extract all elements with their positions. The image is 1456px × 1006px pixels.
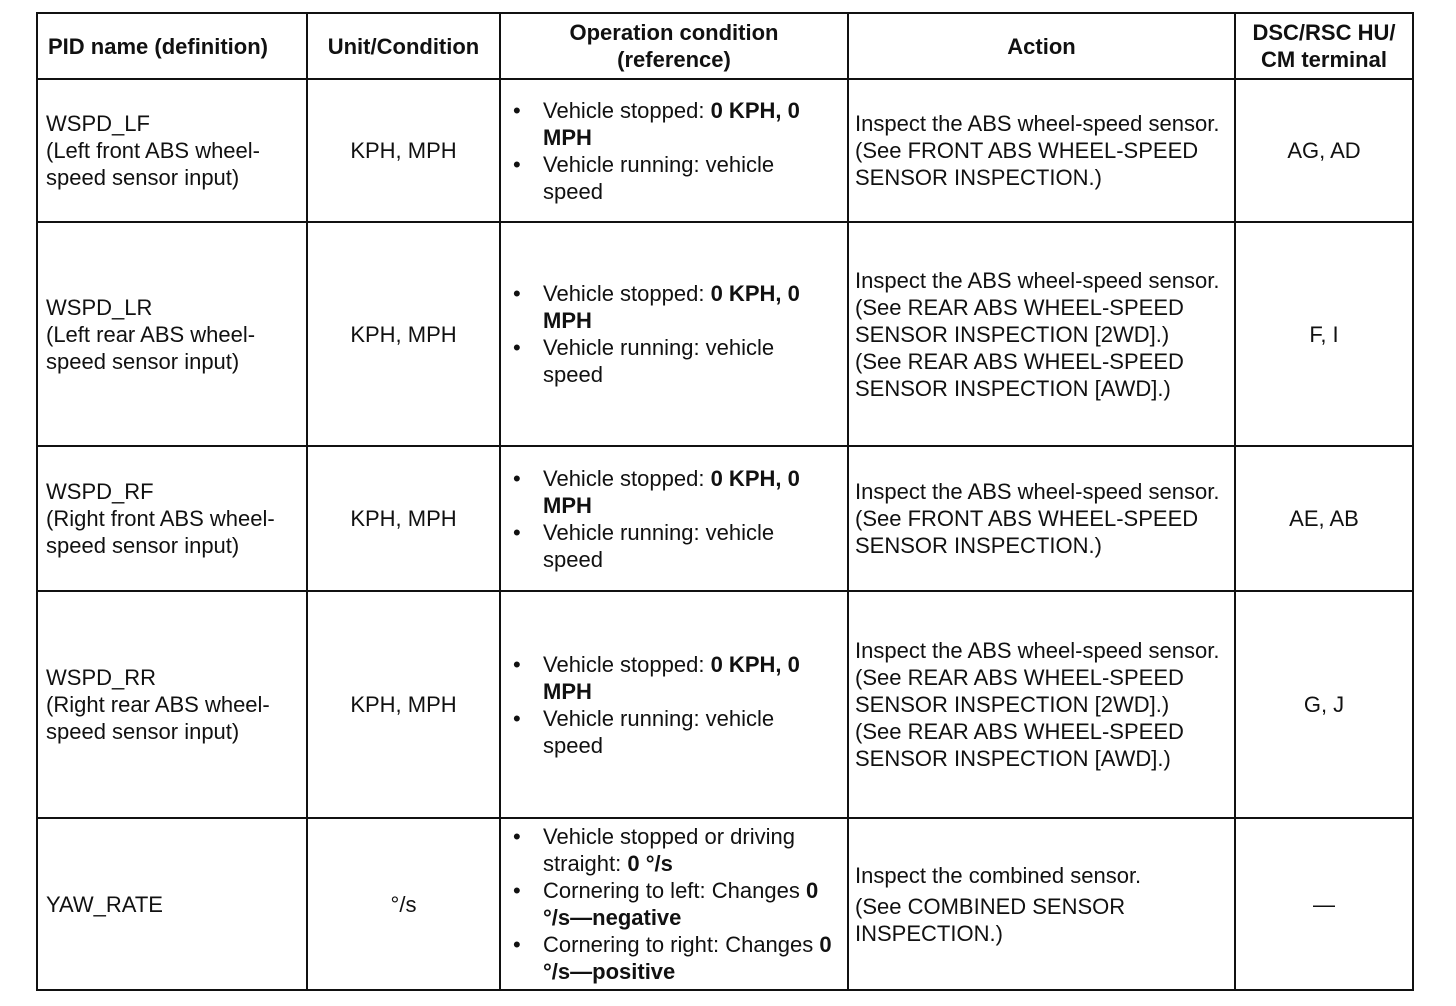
action-reference: (See REAR ABS WHEEL-SPEED SENSOR INSPECTION [AWD].): [855, 348, 1184, 401]
header-pid: PID name (definition): [37, 13, 307, 79]
condition-cell: [500, 818, 848, 990]
pid-name: YAW_RATE: [46, 891, 163, 917]
action-reference: (See FRONT ABS WHEEL-SPEED SENSOR INSPECTION.): [855, 138, 1199, 190]
condition-list: [509, 651, 839, 759]
pid-definition: (Right front ABS wheel-: [46, 506, 275, 531]
pid-name-cell: [37, 818, 307, 990]
condition-list: [509, 280, 839, 388]
condition-item: [543, 651, 839, 705]
action-instruction: Inspect the combined sensor.: [855, 862, 1142, 888]
condition-text: Cornering to right: Changes: [543, 932, 820, 957]
condition-text: Vehicle stopped:: [543, 97, 711, 123]
condition-text: Vehicle running: vehicle speed: [543, 151, 775, 204]
condition-text: Vehicle stopped:: [543, 651, 711, 677]
terminal-cell: AE, AB: [1235, 446, 1413, 591]
pid-definition: speed sensor input): [46, 165, 240, 190]
condition-text: Vehicle running: vehicle speed: [543, 335, 775, 387]
condition-value: 0 KPH, 0 MPH: [543, 97, 800, 150]
action-cell: [848, 818, 1235, 990]
condition-cell: [500, 222, 848, 446]
pid-name-cell: [37, 446, 307, 591]
action-instruction: Inspect the ABS wheel-speed sensor.: [855, 111, 1220, 136]
pid-name: WSPD_LF: [46, 111, 150, 136]
condition-item: [543, 705, 839, 759]
condition-item: [543, 519, 839, 573]
table-row: [37, 222, 1413, 446]
pid-definition: speed sensor input): [46, 348, 240, 374]
table-row: [37, 79, 1413, 222]
header-condition-line1: Operation condition: [569, 20, 779, 45]
terminal-cell: F, I: [1235, 222, 1413, 446]
header-condition: [500, 13, 848, 79]
action-reference: (See REAR ABS WHEEL-SPEED SENSOR INSPECTION [2WD].): [855, 294, 1184, 347]
pid-name: WSPD_LR: [46, 294, 153, 320]
pid-name-cell: [37, 79, 307, 222]
action-instruction: Inspect the ABS wheel-speed sensor.: [855, 267, 1220, 293]
header-terminal-line1: DSC/RSC HU/: [1252, 20, 1396, 45]
table-row: [37, 818, 1413, 990]
condition-cell: [500, 79, 848, 222]
action-instruction: Inspect the ABS wheel-speed sensor.: [855, 638, 1220, 663]
condition-item: [543, 465, 839, 519]
action-cell: [848, 446, 1235, 591]
condition-list: [509, 97, 839, 205]
condition-value: 0 °/s: [627, 851, 673, 876]
condition-list: [509, 465, 839, 573]
pid-definition: (Right rear ABS wheel-: [46, 692, 270, 717]
pid-definition: speed sensor input): [46, 719, 240, 744]
pid-definition: speed sensor input): [46, 533, 240, 558]
pid-name: WSPD_RF: [46, 479, 154, 504]
terminal-cell: AG, AD: [1235, 79, 1413, 222]
terminal-cell: —: [1235, 818, 1413, 990]
terminal-cell: G, J: [1235, 591, 1413, 818]
action-reference: (See FRONT ABS WHEEL-SPEED SENSOR INSPECTION.): [855, 506, 1199, 558]
action-cell: [848, 79, 1235, 222]
condition-text: Vehicle stopped or driving straight:: [543, 824, 795, 876]
condition-item: [543, 151, 839, 205]
header-terminal: [1235, 13, 1413, 79]
unit-cell: KPH, MPH: [307, 591, 500, 818]
action-cell: [848, 222, 1235, 446]
action-reference: (See REAR ABS WHEEL-SPEED SENSOR INSPECTION [2WD].): [855, 665, 1184, 717]
condition-item: [543, 334, 839, 388]
condition-item: [543, 931, 839, 985]
pid-definition: (Left front ABS wheel-: [46, 138, 260, 163]
unit-cell: KPH, MPH: [307, 79, 500, 222]
header-unit: Unit/Condition: [307, 13, 500, 79]
condition-value: 0 KPH, 0 MPH: [543, 465, 800, 518]
action-instruction: Inspect the ABS wheel-speed sensor.: [855, 479, 1220, 504]
condition-cell: [500, 591, 848, 818]
unit-cell: KPH, MPH: [307, 222, 500, 446]
unit-cell: °/s: [307, 818, 500, 990]
pid-name-cell: [37, 222, 307, 446]
action-reference: (See COMBINED SENSOR INSPECTION.): [855, 893, 1126, 946]
condition-item: [543, 823, 839, 877]
condition-value: 0 KPH, 0 MPH: [543, 651, 800, 704]
condition-value: 0 °/s—negative: [543, 878, 819, 930]
condition-value: 0 KPH, 0 MPH: [543, 281, 800, 333]
condition-text: Vehicle running: vehicle speed: [543, 705, 775, 758]
condition-item: [543, 280, 839, 334]
condition-text: Cornering to left: Changes: [543, 878, 806, 903]
table-row: [37, 446, 1413, 591]
pid-name: WSPD_RR: [46, 665, 157, 690]
condition-text: Vehicle stopped:: [543, 281, 711, 306]
pid-definition: (Left rear ABS wheel-: [46, 321, 256, 347]
action-reference: (See REAR ABS WHEEL-SPEED SENSOR INSPECTION [AWD].): [855, 719, 1184, 771]
pid-table: [36, 12, 1414, 991]
condition-text: Vehicle running: vehicle speed: [543, 519, 775, 572]
table-row: [37, 591, 1413, 818]
header-row: [37, 13, 1413, 79]
condition-item: [543, 877, 839, 931]
header-terminal-line2: CM terminal: [1261, 47, 1387, 72]
pid-name-cell: [37, 591, 307, 818]
header-condition-line2: (reference): [617, 47, 731, 72]
action-cell: [848, 591, 1235, 818]
condition-item: [543, 97, 839, 151]
condition-list: [509, 823, 839, 985]
condition-cell: [500, 446, 848, 591]
header-action: Action: [848, 13, 1235, 79]
unit-cell: KPH, MPH: [307, 446, 500, 591]
condition-value: 0 °/s—positive: [543, 932, 832, 984]
condition-text: Vehicle stopped:: [543, 465, 711, 491]
